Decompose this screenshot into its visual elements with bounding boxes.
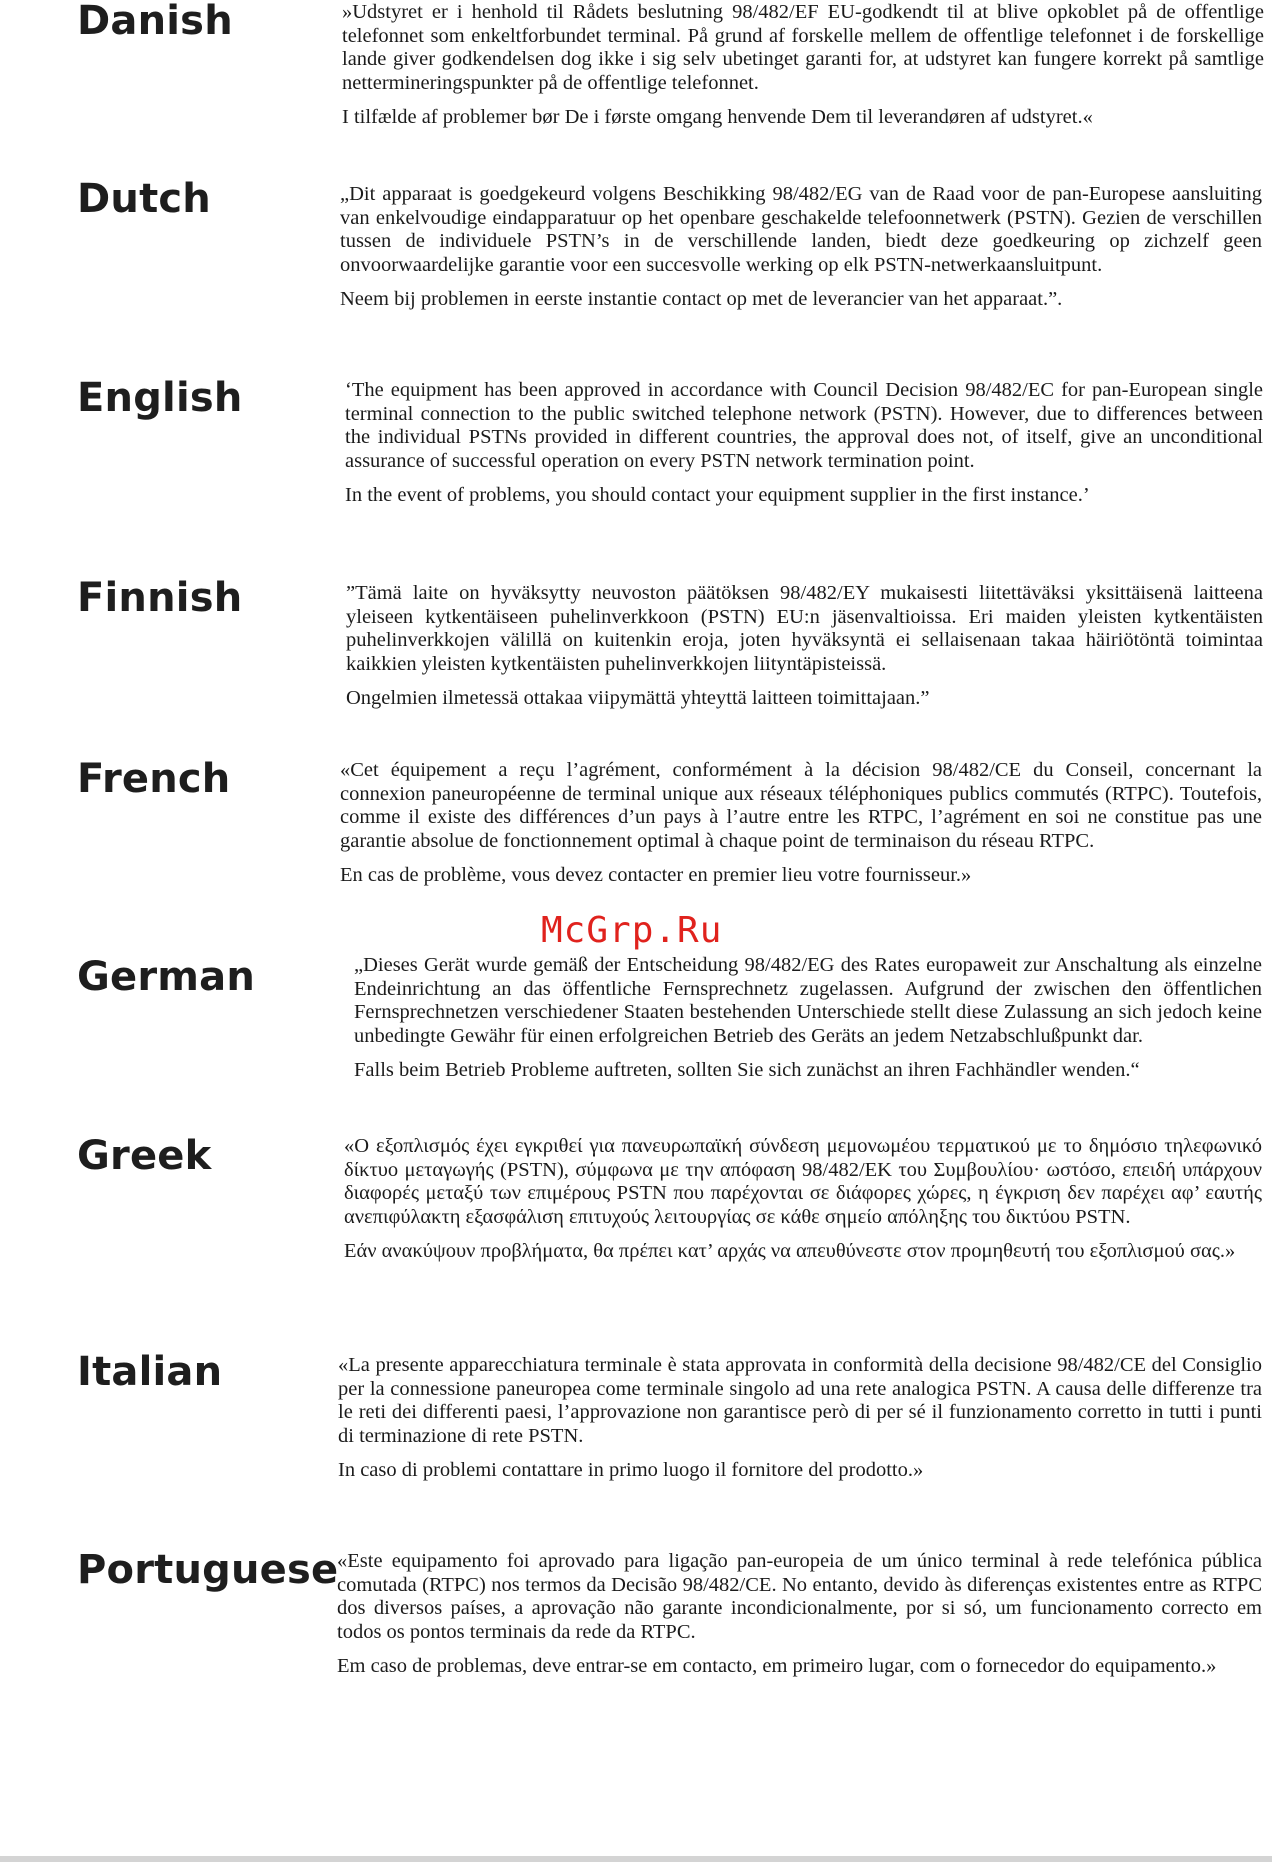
notice-text <box>354 954 1262 1083</box>
language-heading: Portuguese <box>77 1547 339 1593</box>
notice-paragraph: Em caso de problemas, deve entrar-se em contacto, em primeiro lugar, com o fornecedor do equipamento.» <box>337 1654 1217 1677</box>
notice-paragraph: «Este equipamento foi aprovado para ligação pan-europeia de um único terminal à rede telefónica pública comutada (RTPC) nos termos da Decisão 98/482/CE. No entanto, devido às diferenças existentes entre as RTPC dos diversos países, a aprovação não garante incondicionalmente, por si só, um funcionamento correcto em todos os pontos terminais da rede da RTPC. <box>337 1550 1262 1644</box>
notice-paragraph: ”Tämä laite on hyväksytty neuvoston päätöksen 98/482/EY mukaisesti liitettäväksi yksittäisenä laitteena yleiseen kytkentäiseen puhelinverkkoon (PSTN) EU:n jäsenvaltioissa. Eri maiden yleisten kytkentäisten puhelinverkkojen välillä on kuitenkin eroja, joten hyväksyntä ei sellaisenaan takaa häiriötöntä toimintaa kaikkien yleisten kytkentäisten puhelinverkkojen liityntäpisteissä. <box>346 582 1263 676</box>
notice-text <box>344 1135 1262 1264</box>
notice-paragraph: „Dit apparaat is goedgekeurd volgens Beschikking 98/482/EG van de Raad voor de pan-Europese aansluiting van enkelvoudige eindapparatuur op het openbare geschakelde telefoonnetwerk (PSTN). Gezien de verschillen tussen de individuele PSTN’s in de verschillende landen, biedt deze goedkeuring op zichzelf geen onvoorwaardelijke garantie voor een succesvolle werking op elk PSTN-netwerkaansluitpunt. <box>340 183 1262 277</box>
notice-text <box>337 1550 1262 1679</box>
language-heading: Finnish <box>77 575 243 621</box>
notice-paragraph: I tilfælde af problemer bør De i første omgang henvende Dem til leverandøren af udstyret.« <box>342 105 1093 128</box>
language-heading: Greek <box>77 1133 212 1179</box>
watermark: McGrp.Ru <box>541 910 723 951</box>
language-heading: Italian <box>77 1349 223 1395</box>
notice-paragraph: Falls beim Betrieb Probleme auftreten, sollten Sie sich zunächst an ihren Fachhändler wenden.“ <box>354 1058 1140 1081</box>
language-heading: Dutch <box>77 176 211 222</box>
notice-text <box>340 183 1262 312</box>
notice-paragraph: «Cet équipement a reçu l’agrément, conformément à la décision 98/482/CE du Conseil, concernant la connexion paneuropéenne de terminal unique aux réseaux téléphoniques publics commutés (RTPC). Toutefois, comme il existe des différences d’un pays à l’autre entre les RTPC, l’agrément en soi ne constitue pas une garantie absolue de fonctionnement optimal à chaque point de terminaison du réseau RTPC. <box>340 759 1262 853</box>
notice-paragraph: „Dieses Gerät wurde gemäß der Entscheidung 98/482/EG des Rates europaweit zur Anschaltung als einzelne Endeinrichtung an das öffentliche Fernsprechnetz zugelassen. Aufgrund der zwischen den öffentlichen Fernsprechnetzen verschiedener Staaten bestehenden Unterschiede stellt diese Zulassung an sich jedoch keine unbedingte Gewähr für einen erfolgreichen Betrieb des Geräts an jedem Netzabschlußpunkt dar. <box>354 954 1262 1048</box>
language-heading: English <box>77 375 243 421</box>
notice-text <box>338 1354 1262 1483</box>
language-heading: German <box>77 954 256 1000</box>
notice-text <box>346 582 1263 711</box>
notice-paragraph: «Ο εξοπλισμός έχει εγκριθεί για πανευρωπαϊκή σύνδεση μεμονωμέου τερματικού με το δημόσιο τηλεφωνικό δίκτυο μεταγωγής (PSTN), σύμφωνα με την απόφαση 98/482/ΕΚ του Συμβουλίου· ωστόσο, επειδή υπάρχουν διαφορές μεταξύ των επιμέρους PSTN που παρέχονται σε διάφορες χώρες, η έγκριση δεν παρέχει αφ’ εαυτής ανεπιφύλακτη εξασφάλιση επιτυχούς λειτουργίας σε κάθε σημείο απόληξης του δικτύου PSTN. <box>344 1135 1262 1229</box>
notice-text <box>342 1 1264 130</box>
notice-paragraph: In caso di problemi contattare in primo luogo il fornitore del prodotto.» <box>338 1458 924 1481</box>
notice-paragraph: ‘The equipment has been approved in accordance with Council Decision 98/482/EC for pan-European single terminal connection to the public switched telephone network (PSTN). However, due to differences between the individual PSTNs provided in different countries, the approval does not, of itself, give an unconditional assurance of successful operation on every PSTN network termination point. <box>345 379 1263 473</box>
notice-paragraph: Ongelmien ilmetessä ottakaa viipymättä yhteyttä laitteen toimittajaan.” <box>346 686 930 709</box>
notice-paragraph: En cas de problème, vous devez contacter en premier lieu votre fournisseur.» <box>340 863 972 886</box>
notice-paragraph: Neem bij problemen in eerste instantie contact op met de leverancier van het apparaat.”. <box>340 287 1063 310</box>
notice-paragraph: «La presente apparecchiatura terminale è stata approvata in conformità della decisione 98/482/CE del Consiglio per la connessione paneuropea come terminale singolo ad una rete analogica PSTN. A causa delle differenze tra le reti dei differenti paesi, l’approvazione non garantisce però di per sé il funzionamento corretto in tutti i punti di terminazione di rete PSTN. <box>338 1354 1262 1448</box>
notice-paragraph: Εάν ανακύψουν προβλήματα, θα πρέπει κατ’ αρχάς να απευθύνεστε στον προμηθευτή του εξοπλισμού σας.» <box>344 1239 1236 1262</box>
language-heading: French <box>77 756 231 802</box>
notice-paragraph: »Udstyret er i henhold til Rådets beslutning 98/482/EF EU-godkendt til at blive opkoblet på de offentlige telefonnet som enkeltforbundet terminal. På grund af forskelle mellem de offentlige telefonnet i de forskellige lande giver godkendelsen dog ikke i sig selv ubetinget garanti for, at udstyret kan fungere korrekt på samtlige nettermineringspunkter på de offentlige telefonnet. <box>342 1 1264 95</box>
notice-text <box>340 759 1262 888</box>
notice-paragraph: In the event of problems, you should contact your equipment supplier in the first instance.’ <box>345 483 1090 506</box>
page-bottom-bar <box>0 1856 1272 1862</box>
notice-text <box>345 379 1263 508</box>
language-heading: Danish <box>77 0 233 44</box>
